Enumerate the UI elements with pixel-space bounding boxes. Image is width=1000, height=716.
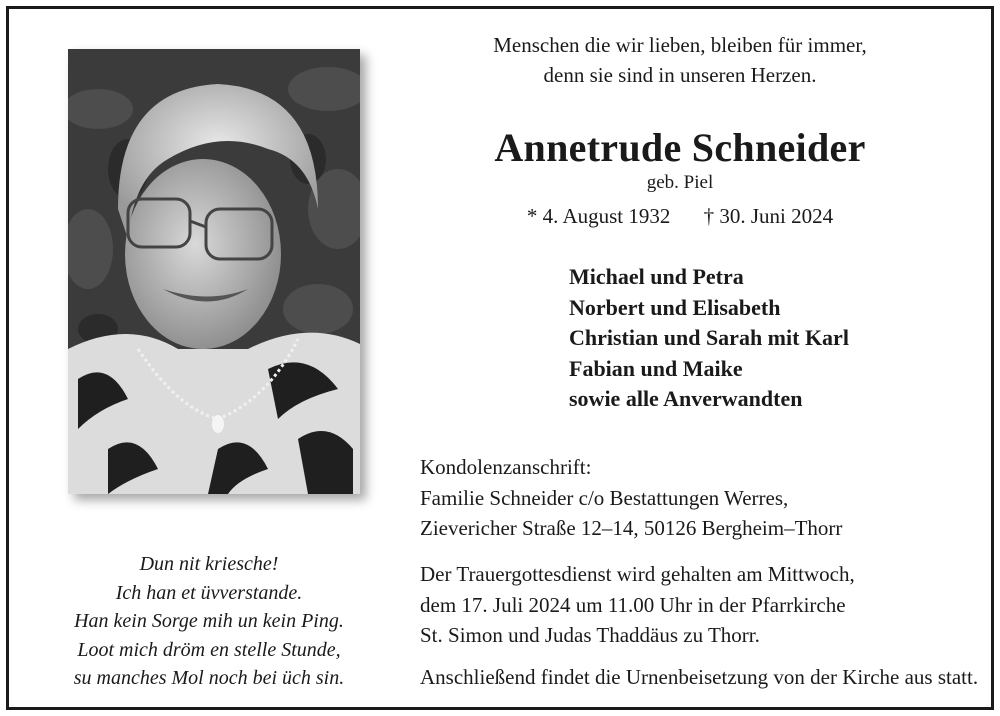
condolence-line: Kondolenzanschrift: xyxy=(420,455,592,479)
motto-quote xyxy=(420,30,940,90)
mourner-line: Fabian und Maike xyxy=(569,355,743,381)
mourner-line: Norbert und Elisabeth xyxy=(569,294,781,320)
funeral-service-info xyxy=(420,559,855,651)
poem-line: Han kein Sorge mih un kein Ping. xyxy=(74,610,344,632)
service-line: dem 17. Juli 2024 um 11.00 Uhr in der Pfarrkirche xyxy=(420,592,846,617)
poem-line: su manches Mol noch bei üch sin. xyxy=(73,667,345,689)
mourner-line: sowie alle Anverwandten xyxy=(569,386,803,411)
condolence-address xyxy=(420,452,842,544)
poem-line: Ich han et üvverstande. xyxy=(115,581,303,604)
birth-date: * 4. August 1932 xyxy=(526,204,671,228)
service-line: Der Trauergottesdienst wird gehalten am Mittwoch, xyxy=(420,562,855,586)
life-dates xyxy=(420,204,940,229)
motto-line: denn sie sind in unseren Herzen. xyxy=(543,63,817,87)
birth-name: geb. Piel xyxy=(646,172,714,193)
condolence-line: Familie Schneider c/o Bestattungen Werres, xyxy=(420,485,789,510)
dialect-poem xyxy=(48,550,370,693)
mourners-list xyxy=(569,262,849,415)
portrait-photo xyxy=(68,49,360,494)
death-date: † 30. Juni 2024 xyxy=(703,204,834,228)
mourner-line: Christian und Sarah mit Karl xyxy=(569,325,849,350)
condolence-line: Zievericher Straße 12–14, 50126 Bergheim–Thorr xyxy=(420,516,843,540)
mourner-line: Michael und Petra xyxy=(569,264,744,289)
service-line: St. Simon und Judas Thaddäus zu Thorr. xyxy=(420,623,760,647)
poem-line: Loot mich dröm en stelle Stunde, xyxy=(77,638,341,661)
urn-burial-info: Anschließend findet die Urnenbeisetzung von der Kirche aus statt. xyxy=(420,665,979,689)
deceased-name: Annetrude Schneider xyxy=(494,125,866,170)
motto-line: Menschen die wir lieben, bleiben für immer, xyxy=(493,33,867,57)
poem-line: Dun nit kriesche! xyxy=(139,553,279,575)
